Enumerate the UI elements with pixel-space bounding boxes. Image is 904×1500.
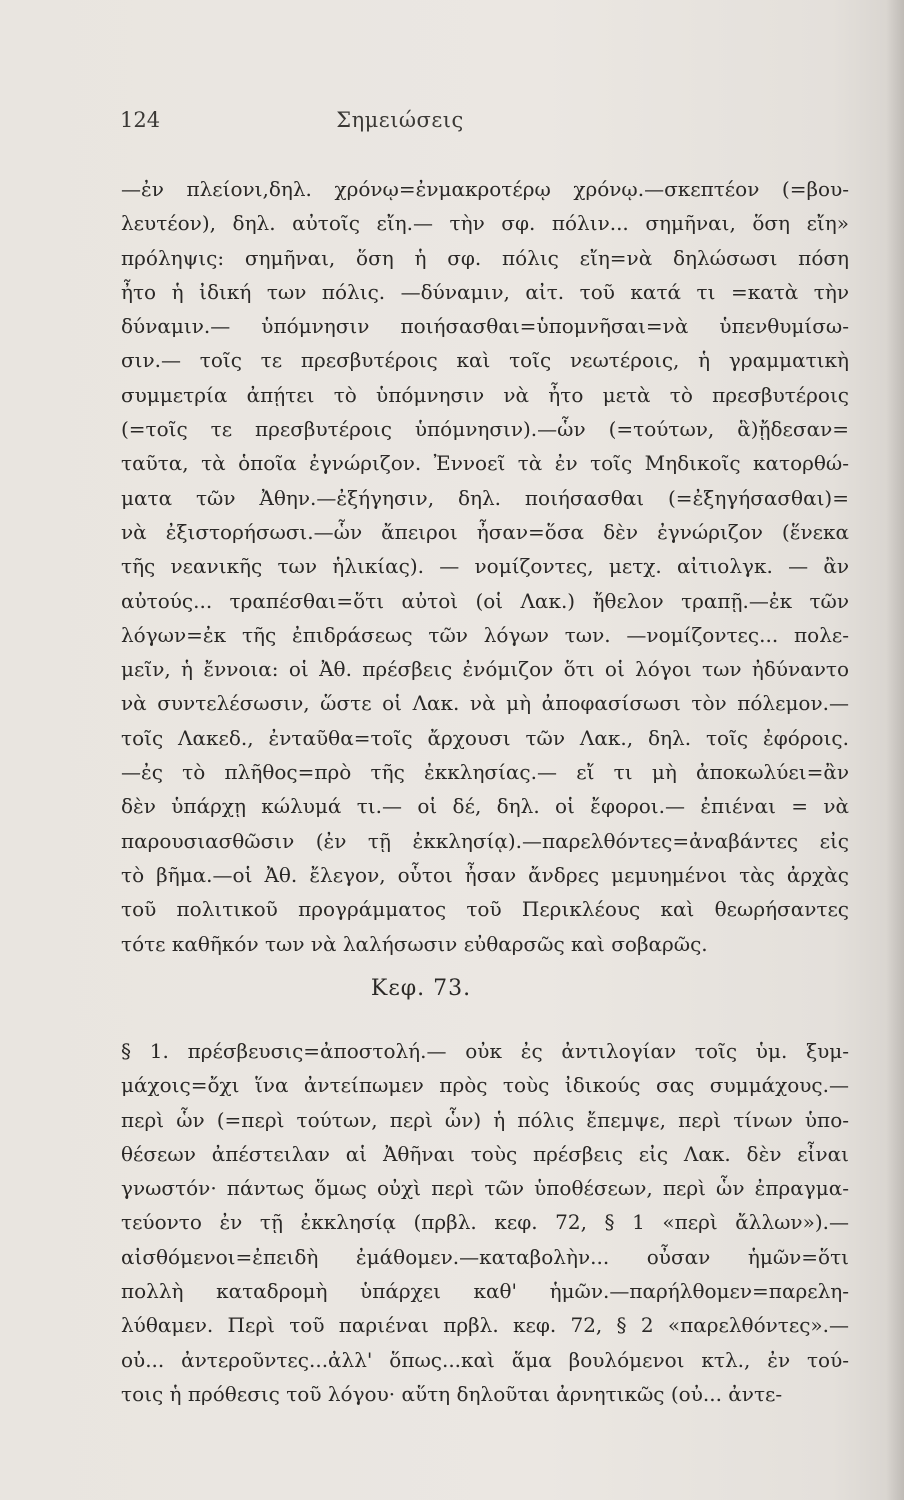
text-line: λύθαμεν. Περὶ τοῦ παριέναι πρβλ. κεφ. 72, § 2 «παρελθόντες».—	[121, 1313, 849, 1338]
text-line: μεῖν, ἡ ἔννοια: οἱ Ἀθ. πρέσβεις ἐνόμιζον ὅτι οἱ λόγοι των ἠδύναντο	[121, 657, 849, 682]
text-line: § 1. πρέσβευσις=ἀποστολή.— οὐκ ἐς ἀντιλογίαν τοῖς ὑμ. ξυμ-	[121, 1039, 849, 1063]
text-line: ταῦτα, τὰ ὁποῖα ἐγνώριζον. Ἐννοεῖ τὰ ἐν τοῖς Μηδικοῖς κατορθώ-	[121, 451, 849, 476]
text-line: τεύοντο ἐν τῇ ἐκκλησίᾳ (πρβλ. κεφ. 72, § 1 «περὶ ἄλλων»).—	[121, 1210, 849, 1235]
text-line: πολλὴ καταδρομὴ ὑπάρχει καθ' ἡμῶν.—παρήλθομεν=παρελη-	[121, 1279, 849, 1304]
text-line: (=τοῖς τε πρεσβυτέροις ὑπόμνησιν).—ὧν (=τούτων, ἃ)ᾔδεσαν=	[121, 417, 849, 442]
text-line: ἦτο ἡ ἰδική των πόλις. —δύναμιν, αἰτ. τοῦ κατά τι =κατὰ τὴν	[121, 279, 849, 304]
text-line: πρόληψις: σημῆναι, ὅση ἡ σφ. πόλις εἴη=νὰ δηλώσωσι πόση	[121, 245, 849, 270]
text-line: σιν.— τοῖς τε πρεσβυτέροις καὶ τοῖς νεωτέροις, ἡ γραμματικὴ	[121, 348, 849, 373]
chapter-heading: Κεφ. 73.	[370, 976, 472, 1001]
notes-block-1	[121, 172, 849, 961]
text-line: νὰ ἐξιστορήσωσι.—ὧν ἄπειροι ἦσαν=ὅσα δὲν ἐγνώριζον (ἕνεκα	[121, 519, 849, 544]
page-header	[120, 108, 820, 138]
text-line: τοῦ πολιτικοῦ προγράμματος τοῦ Περικλέους καὶ θεωρήσαντες	[121, 897, 849, 922]
text-line: τότε καθῆκόν των νὰ λαλήσωσιν εὐθαρσῶς καὶ σοβαρῶς.	[121, 931, 708, 956]
text-line: —ἐς τὸ πλῆθος=πρὸ τῆς ἐκκλησίας.— εἴ τι μὴ ἀποκωλύει=ἂν	[121, 760, 849, 785]
text-line: λευτέον), δηλ. αὐτοῖς εἴη.— τὴν σφ. πόλιν... σημῆναι, ὅση εἴη»	[121, 211, 849, 236]
text-line: περὶ ὧν (=περὶ τούτων, περὶ ὧν) ἡ πόλις ἔπεμψε, περὶ τίνων ὑπο-	[121, 1107, 849, 1132]
text-line: δύναμιν.— ὑπόμνησιν ποιήσασθαι=ὑπομνῆσαι=νὰ ὑπενθυμίσω-	[121, 314, 849, 339]
text-line: νὰ συντελέσωσιν, ὥστε οἱ Λακ. νὰ μὴ ἀποφασίσωσι τὸν πόλεμον.—	[121, 691, 849, 716]
page-edge-shadow	[886, 0, 904, 1500]
text-line: συμμετρία ἀπῄτει τὸ ὑπόμνησιν νὰ ἦτο μετὰ τὸ πρεσβυτέροις	[121, 382, 849, 407]
notes-block-2	[121, 1034, 849, 1411]
page-number: 124	[120, 108, 161, 132]
text-line: ματα τῶν Ἀθην.—ἐξήγησιν, δηλ. ποιήσασθαι (=ἐξηγήσασθαι)=	[121, 485, 849, 510]
text-line: τὸ βῆμα.—οἱ Ἀθ. ἔλεγον, οὗτοι ἦσαν ἄνδρες μεμυημένοι τὰς ἀρχὰς	[121, 862, 849, 887]
text-line: παρουσιασθῶσιν (ἐν τῇ ἐκκλησίᾳ).—παρελθόντες=ἀναβάντες εἰς	[121, 828, 849, 853]
text-line: τοῖς Λακεδ., ἐνταῦθα=τοῖς ἄρχουσι τῶν Λακ., δηλ. τοῖς ἐφόροις.	[121, 725, 849, 750]
text-line: αἰσθόμενοι=ἐπειδὴ ἐμάθομεν.—καταβολὴν... οὖσαν ἡμῶν=ὅτι	[121, 1244, 849, 1269]
text-line: λόγων=ἐκ τῆς ἐπιδράσεως τῶν λόγων των. —νομίζοντες... πολε-	[121, 622, 849, 647]
text-line: —ἐν πλείονι,δηλ. χρόνῳ=ἐνμακροτέρῳ χρόνῳ.—σκεπτέον (=βου-	[121, 177, 849, 201]
text-line: γνωστόν· πάντως ὅμως οὐχὶ περὶ τῶν ὑποθέσεων, περὶ ὧν ἐπραγμα-	[121, 1176, 849, 1201]
text-line: θέσεων ἀπέστειλαν αἱ Ἀθῆναι τοὺς πρέσβεις εἰς Λακ. δὲν εἶναι	[121, 1141, 849, 1166]
text-line: δὲν ὑπάρχῃ κώλυμά τι.— οἱ δέ, δηλ. οἱ ἔφοροι.— ἐπιέναι = νὰ	[121, 794, 849, 819]
text-line: οὐ... ἀντεροῦντες...ἀλλ' ὅπως...καὶ ἅμα βουλόμενοι κτλ., ἐν τού-	[121, 1347, 849, 1372]
text-line: τοις ἡ πρόθεσις τοῦ λόγου· αὕτη δηλοῦται ἀρνητικῶς (οὐ... ἀντε-	[121, 1381, 783, 1406]
text-line: αὐτούς... τραπέσθαι=ὅτι αὐτοὶ (οἱ Λακ.) ἤθελον τραπῇ.—ἐκ τῶν	[121, 588, 849, 613]
text-line: τῆς νεανικῆς των ἡλικίας). — νομίζοντες, μετχ. αἰτιολγκ. — ἂν	[121, 554, 849, 579]
text-line: μάχοις=ὄχι ἵνα ἀντείπωμεν πρὸς τοὺς ἰδικούς σας συμμάχους.—	[121, 1073, 849, 1098]
running-head: Σημειώσεις	[336, 108, 464, 132]
